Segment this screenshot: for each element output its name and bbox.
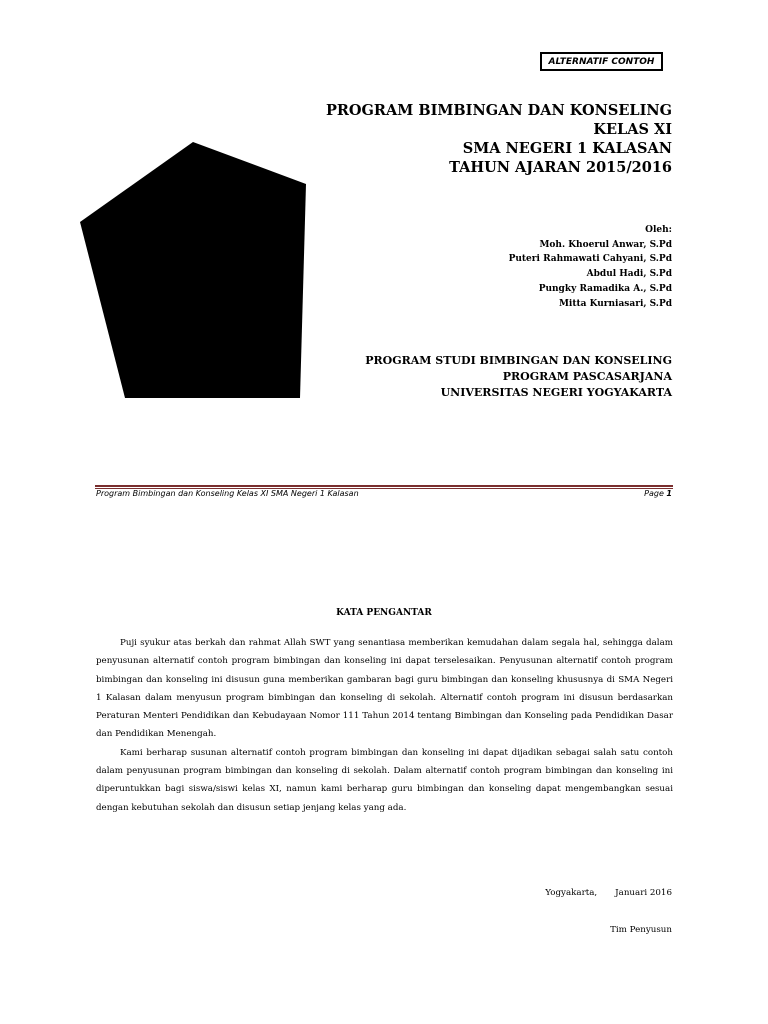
institution-block	[232, 353, 672, 401]
page-number: 1	[666, 489, 672, 498]
author-name: Mitta Kurniasari, S.Pd	[558, 298, 672, 309]
paragraph: Puji syukur atas berkah dan rahmat Allah SWT yang senantiasa memberikan kemudahan dalam segala hal, sehingga dalam penyusunan alternatif contoh program bimbingan dan konseling ini dapat terselesaikan. Penyusunan alternatif contoh program bimbingan dan konseling ini disusun guna memberikan gambaran bagi guru bimbingan dan konseling khususnya di SMA Negeri 1 Kalasan dalam menyusun program bimbingan dan konseling di sekolah. Alternatif contoh program ini disusun berdasarkan Peraturan Menteri Pendidikan dan Kebudayaan Nomor 111 Tahun 2014 tentang Bimbingan dan Konseling pada Pendidikan Dasar dan Pendidikan Menengah.	[96, 638, 673, 740]
page-label: Page	[644, 489, 664, 498]
footer-page-number	[644, 489, 672, 498]
authors-heading: Oleh:	[645, 225, 672, 235]
title-line: KELAS XI	[593, 121, 672, 138]
signature: Tim Penyusun	[610, 925, 672, 935]
preface-heading: KATA PENGANTAR	[336, 608, 432, 618]
title-line: SMA NEGERI 1 KALASAN	[462, 140, 672, 157]
authors-block	[312, 223, 672, 311]
author-name: Moh. Khoerul Anwar, S.Pd	[539, 239, 672, 250]
sign-place: Yogyakarta,	[545, 888, 598, 898]
sign-date: Januari 2016	[615, 888, 672, 898]
preface-page	[0, 512, 768, 1024]
paragraph: Kami berharap susunan alternatif contoh program bimbingan dan konseling ini dapat dijadikan sebagai salah satu contoh dalam penyusunan program bimbingan dan konseling di sekolah. Dalam alternatif contoh program bimbingan dan konseling ini diperuntukkan bagi siswa/siswi kelas XI, namun kami berharap guru bimbingan dan konseling dapat mengembangkan sesuai dengan kebutuhan sekolah dan disusun setiap jenjang kelas yang ada.	[96, 747, 673, 813]
document-title	[252, 101, 672, 177]
author-name: Abdul Hadi, S.Pd	[586, 269, 672, 280]
title-line: TAHUN AJARAN 2015/2016	[449, 159, 672, 176]
institution-line: PROGRAM STUDI BIMBINGAN DAN KONSELING	[365, 354, 672, 367]
preface-body	[96, 634, 673, 817]
footer-document-title: Program Bimbingan dan Konseling Kelas XI SMA Negeri 1 Kalasan	[96, 489, 359, 498]
document-badge: ALTERNATIF CONTOH	[540, 52, 663, 71]
title-line: PROGRAM BIMBINGAN DAN KONSELING	[325, 102, 672, 119]
sign-place-date	[545, 888, 672, 898]
institution-line: PROGRAM PASCASARJANA	[502, 370, 672, 383]
author-name: Pungky Ramadika A., S.Pd	[538, 283, 672, 294]
author-name: Puteri Rahmawati Cahyani, S.Pd	[508, 254, 672, 265]
institution-line: UNIVERSITAS NEGERI YOGYAKARTA	[440, 386, 672, 399]
